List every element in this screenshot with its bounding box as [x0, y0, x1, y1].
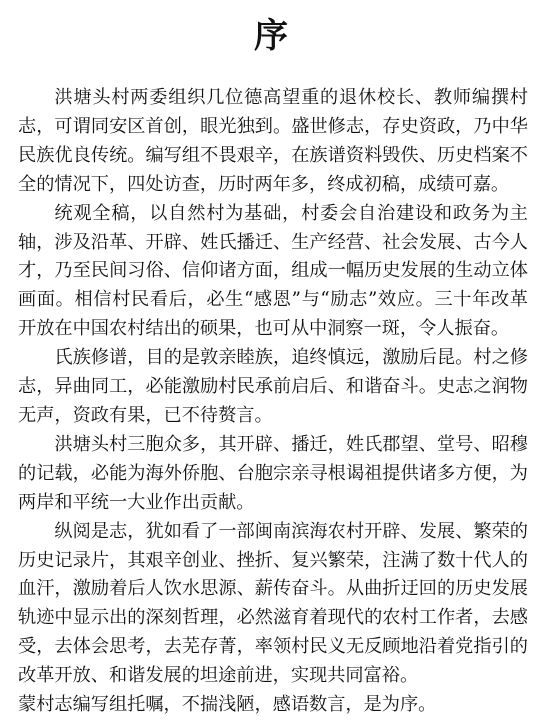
paragraph-5: 纵阅是志，犹如看了一部闽南滨海农村开辟、发展、繁荣的历史记录片，其艰辛创业、挫折、复兴繁荣，注满了数十代人的血汗，激励着后人饮水思源、薪传奋斗。从曲折迂回的历史发展轨迹中显示出的深刻哲理，必然滋育着现代的农村工作者，去感受，去体会思考，去芜存菁，率领村民义无反顾地沿着党指引的改革开放、和谐发展的坦途前进，实现共同富裕。: [18, 520, 528, 687]
paragraph-2: 统观全稿，以自然村为基础，村委会自治建设和政务为主轴，涉及沿革、开辟、姓氏播迁、生产经营、社会发展、古今人才，乃至民间习俗、信仰诸方面，组成一幅历史发展的生动立体画面。相信村民看后，必生“感恩”与“励志”效应。三十年改革开放在中国农村结出的硕果，也可从中洞察一斑，令人振奋。: [18, 202, 528, 340]
paragraph-1: 洪塘头村两委组织几位德高望重的退休校长、教师编撰村志，可谓同安区首创，眼光独到。盛世修志，存史资政，乃中华民族优良传统。编写组不畏艰辛，在族谱资料毁佚、历史档案不全的情况下，四处访查，历时两年多，终成初稿，成绩可嘉。: [18, 87, 528, 195]
preface-body: [18, 84, 528, 720]
page-title: 序: [254, 16, 290, 56]
paragraph-3: 氏族修谱，目的是敦亲睦族，追终慎远，激励后昆。村之修志，异曲同工，必能激励村民承前启后、和谐奋斗。史志之润物无声，资政有果，已不待赘言。: [18, 347, 528, 426]
paragraph-4: 洪塘头村三胞众多，其开辟、播迁，姓氏郡望、堂号、昭穆的记载，必能为海外侨胞、台胞宗亲寻根谒祖提供诸多方便，为两岸和平统一大业作出贡献。: [18, 433, 528, 513]
closing-line: 蒙村志编写组托嘱，不揣浅陋，感语数言，是为序。: [18, 694, 437, 716]
